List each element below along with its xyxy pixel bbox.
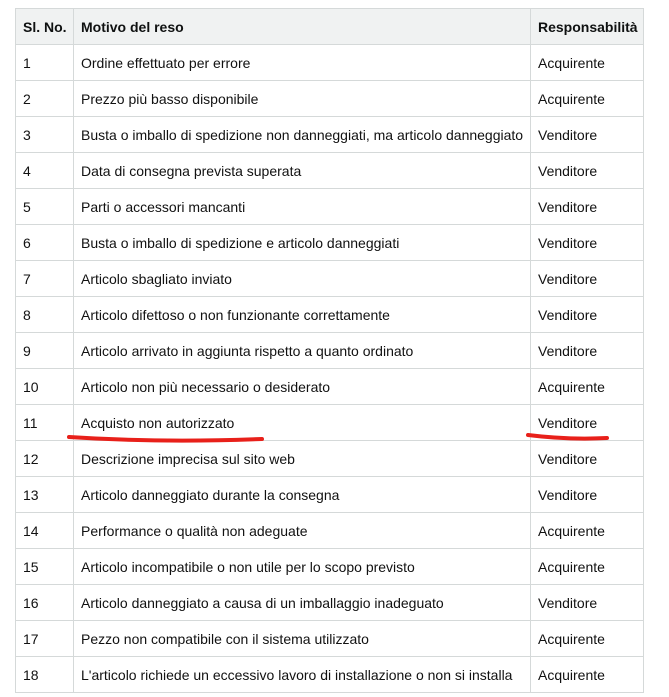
cell-responsibility: Acquirente	[531, 369, 644, 405]
cell-sl-no: 11	[16, 405, 74, 441]
cell-sl-no: 16	[16, 585, 74, 621]
cell-reason: Data di consegna prevista superata	[74, 153, 531, 189]
cell-reason: Articolo danneggiato a causa di un imballaggio inadeguato	[74, 585, 531, 621]
cell-reason: Busta o imballo di spedizione non danneggiati, ma articolo danneggiato	[74, 117, 531, 153]
table-body	[16, 45, 644, 693]
cell-responsibility: Acquirente	[531, 45, 644, 81]
cell-sl-no: 14	[16, 513, 74, 549]
cell-reason: Prezzo più basso disponibile	[74, 81, 531, 117]
cell-responsibility: Venditore	[531, 585, 644, 621]
cell-sl-no: 10	[16, 369, 74, 405]
cell-responsibility: Venditore	[531, 261, 644, 297]
cell-reason: Busta o imballo di spedizione e articolo danneggiati	[74, 225, 531, 261]
cell-reason: Descrizione imprecisa sul sito web	[74, 441, 531, 477]
cell-responsibility: Acquirente	[531, 621, 644, 657]
table-row	[16, 621, 644, 657]
table-row	[16, 81, 644, 117]
cell-responsibility: Venditore	[531, 297, 644, 333]
cell-responsibility: Venditore	[531, 189, 644, 225]
cell-responsibility: Venditore	[531, 477, 644, 513]
cell-responsibility: Acquirente	[531, 657, 644, 693]
table-row	[16, 657, 644, 693]
cell-sl-no: 8	[16, 297, 74, 333]
cell-reason: Articolo sbagliato inviato	[74, 261, 531, 297]
cell-reason: Articolo difettoso o non funzionante correttamente	[74, 297, 531, 333]
cell-responsibility: Venditore	[531, 153, 644, 189]
cell-responsibility: Acquirente	[531, 549, 644, 585]
table-row	[16, 369, 644, 405]
cell-reason: Articolo danneggiato durante la consegna	[74, 477, 531, 513]
cell-reason: Articolo non più necessario o desiderato	[74, 369, 531, 405]
cell-responsibility: Acquirente	[531, 81, 644, 117]
cell-reason: Articolo arrivato in aggiunta rispetto a quanto ordinato	[74, 333, 531, 369]
table-row	[16, 225, 644, 261]
cell-reason: Performance o qualità non adeguate	[74, 513, 531, 549]
header-sl-no: Sl. No.	[16, 9, 74, 45]
cell-sl-no: 15	[16, 549, 74, 585]
cell-sl-no: 3	[16, 117, 74, 153]
table-header-row	[16, 9, 644, 45]
cell-sl-no: 9	[16, 333, 74, 369]
returns-table-container	[15, 8, 644, 693]
table-row	[16, 153, 644, 189]
cell-sl-no: 13	[16, 477, 74, 513]
table-row	[16, 513, 644, 549]
table-row	[16, 189, 644, 225]
table-row	[16, 405, 644, 441]
cell-responsibility: Venditore	[531, 441, 644, 477]
cell-responsibility: Acquirente	[531, 513, 644, 549]
cell-responsibility: Venditore	[531, 225, 644, 261]
table-row	[16, 477, 644, 513]
cell-reason: L'articolo richiede un eccessivo lavoro di installazione o non si installa	[74, 657, 531, 693]
cell-sl-no: 2	[16, 81, 74, 117]
header-reason: Motivo del reso	[74, 9, 531, 45]
header-responsibility: Responsabilità	[531, 9, 644, 45]
table-row	[16, 297, 644, 333]
cell-sl-no: 12	[16, 441, 74, 477]
table-row	[16, 45, 644, 81]
returns-table	[15, 8, 644, 693]
table-row	[16, 261, 644, 297]
cell-sl-no: 4	[16, 153, 74, 189]
table-row	[16, 117, 644, 153]
cell-sl-no: 7	[16, 261, 74, 297]
cell-reason: Articolo incompatibile o non utile per lo scopo previsto	[74, 549, 531, 585]
cell-reason: Parti o accessori mancanti	[74, 189, 531, 225]
cell-sl-no: 5	[16, 189, 74, 225]
cell-sl-no: 1	[16, 45, 74, 81]
cell-reason: Pezzo non compatibile con il sistema utilizzato	[74, 621, 531, 657]
cell-sl-no: 18	[16, 657, 74, 693]
table-row	[16, 585, 644, 621]
table-row	[16, 333, 644, 369]
table-row	[16, 441, 644, 477]
cell-reason: Acquisto non autorizzato	[74, 405, 531, 441]
cell-responsibility: Venditore	[531, 333, 644, 369]
cell-responsibility: Venditore	[531, 117, 644, 153]
cell-sl-no: 17	[16, 621, 74, 657]
cell-sl-no: 6	[16, 225, 74, 261]
cell-reason: Ordine effettuato per errore	[74, 45, 531, 81]
table-row	[16, 549, 644, 585]
cell-responsibility: Venditore	[531, 405, 644, 441]
